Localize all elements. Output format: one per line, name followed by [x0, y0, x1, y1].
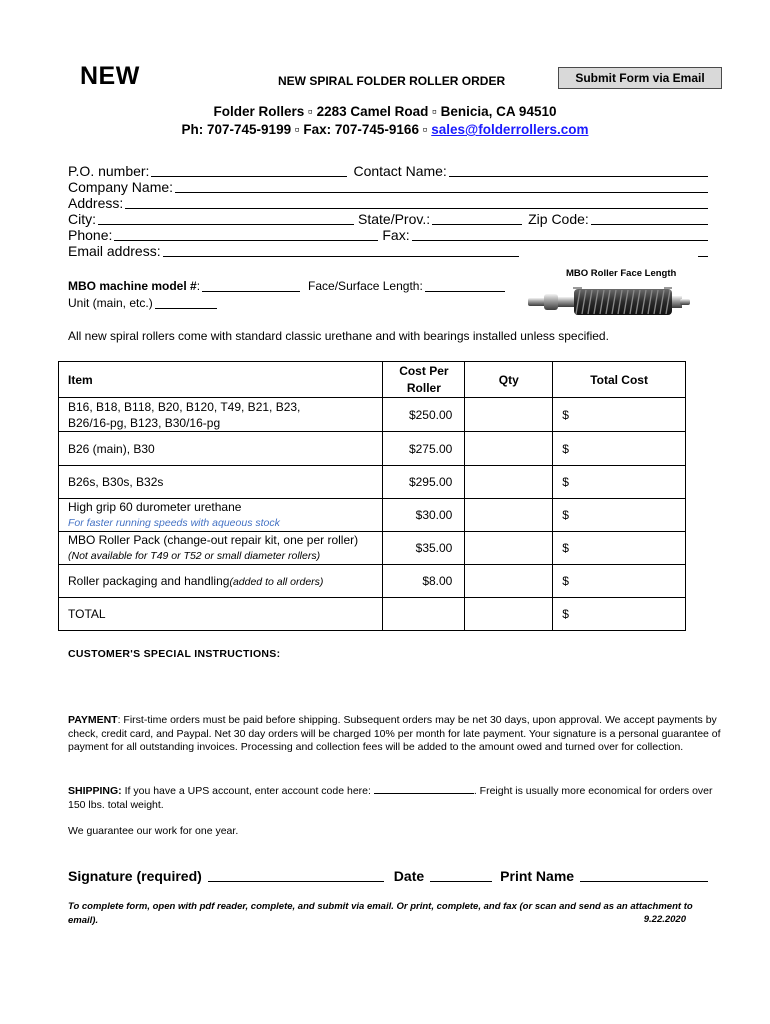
total-cell[interactable]: $: [553, 398, 686, 432]
form-title: NEW SPIRAL FOLDER ROLLER ORDER: [278, 74, 506, 88]
header-qty: Qty: [465, 362, 553, 398]
date-label: Date: [393, 868, 425, 884]
phone-field[interactable]: [114, 228, 378, 241]
company-phone-fax: Ph: 707-745-9199 ▫ Fax: 707-745-9166 ▫: [181, 122, 432, 137]
qty-input[interactable]: [465, 565, 553, 598]
phone-row: [68, 226, 710, 243]
company-address: Folder Rollers ▫ 2283 Camel Road ▫ Benicia, CA 94510: [213, 104, 557, 119]
mbo-model-row: [68, 278, 528, 293]
table-row: [59, 466, 686, 499]
total-cell[interactable]: $: [553, 432, 686, 466]
item-cell: B16, B18, B118, B20, B120, T49, B21, B23, B26/16-pg, B123, B30/16-pg: [59, 398, 383, 432]
guarantee-text: We guarantee our work for one year.: [68, 825, 239, 837]
qty-input[interactable]: [465, 398, 553, 432]
item-cell: B26s, B30s, B32s: [59, 466, 383, 499]
address-label: Address:: [68, 195, 124, 211]
roller-image-caption: MBO Roller Face Length: [566, 268, 677, 279]
header-item: Item: [59, 362, 383, 398]
address-field[interactable]: [125, 196, 708, 209]
signature-label: Signature (required): [68, 868, 202, 884]
phone-label: Phone:: [68, 227, 113, 243]
total-cell[interactable]: $: [553, 598, 686, 631]
total-cell[interactable]: $: [553, 565, 686, 598]
header-total: Total Cost: [553, 362, 686, 398]
footer-instructions: To complete form, open with pdf reader, complete, and submit via email. Or print, complete, and fax (or scan and send as an attachment to email).: [68, 901, 693, 926]
order-table: [58, 361, 686, 631]
unit-row: [68, 295, 268, 310]
shipping-paragraph: [68, 784, 724, 812]
payment-label: PAYMENT: [68, 714, 118, 726]
shipping-text-after: . Freight is usually more economical for orders over 150 lbs. total weight.: [68, 785, 713, 811]
table-row: [59, 532, 686, 565]
po-number-field[interactable]: [151, 164, 347, 177]
unit-field[interactable]: [155, 298, 217, 309]
item-subnote: (added to all orders): [229, 575, 324, 588]
header-cost: Cost Per Roller: [383, 362, 465, 398]
table-row: [59, 398, 686, 432]
contact-name-field[interactable]: [449, 164, 708, 177]
unit-label: Unit (main, etc.): [68, 296, 153, 310]
table-row-total: [59, 598, 686, 631]
cost-cell: [383, 598, 465, 631]
cost-cell: $295.00: [383, 466, 465, 499]
company-name-label: Company Name:: [68, 179, 174, 195]
cost-cell: $275.00: [383, 432, 465, 466]
qty-input[interactable]: [465, 432, 553, 466]
qty-input[interactable]: [465, 499, 553, 532]
new-label: NEW: [80, 62, 140, 90]
mbo-model-field[interactable]: [202, 281, 300, 292]
item-cell: B26 (main), B30: [59, 432, 383, 466]
table-header-row: [59, 362, 686, 398]
city-field[interactable]: [98, 212, 354, 225]
company-row: [68, 178, 710, 195]
total-cell[interactable]: $: [553, 499, 686, 532]
email-link[interactable]: sales@folderrollers.com: [431, 122, 589, 137]
ups-account-field[interactable]: [374, 784, 474, 794]
qty-input[interactable]: [465, 532, 553, 565]
zip-field[interactable]: [591, 212, 708, 225]
fax-label: Fax:: [382, 227, 410, 243]
submit-form-button[interactable]: Submit Form via Email: [558, 67, 722, 89]
company-contact-line: [0, 122, 770, 137]
company-name-field[interactable]: [175, 180, 708, 193]
table-row: [59, 499, 686, 532]
face-length-field[interactable]: [425, 281, 505, 292]
signature-field[interactable]: [208, 868, 384, 882]
cost-cell: $30.00: [383, 499, 465, 532]
item-subnote: For faster running speeds with aqueous stock: [68, 517, 280, 529]
contact-name-label: Contact Name:: [353, 163, 447, 179]
city-row: [68, 210, 710, 227]
email-field[interactable]: [163, 244, 519, 257]
spiral-roller-image: [524, 282, 694, 322]
item-cell: TOTAL: [59, 598, 383, 631]
email-label: Email address:: [68, 243, 161, 259]
state-label: State/Prov.:: [358, 211, 431, 227]
state-field[interactable]: [432, 212, 522, 225]
payment-text: : First-time orders must be paid before shipping. Subsequent orders may be net 30 days, upon approval. We accept payments by check, credit card, and Paypal. Net 30 day orders will be charged 10% per month for late payment. Your signature is a personal guarantee of payment for all outstanding invoices. Processing and collection fees will be added to the amount owed and turned over for collection.: [68, 714, 721, 754]
item-cell: MBO Roller Pack (change-out repair kit, one per roller) (Not available for T49 or T52 or small diameter rollers): [59, 532, 383, 565]
signature-row: [68, 866, 710, 884]
face-length-label: Face/Surface Length:: [308, 279, 423, 293]
address-row: [68, 194, 710, 211]
special-instructions-heading: CUSTOMER'S SPECIAL INSTRUCTIONS:: [68, 648, 281, 660]
table-row: [59, 432, 686, 466]
shipping-label: SHIPPING:: [68, 785, 122, 797]
print-name-label: Print Name: [500, 868, 575, 884]
email-trailing-line: [698, 244, 708, 257]
item-cell: Roller packaging and handling(added to all orders): [59, 565, 383, 598]
total-cell[interactable]: $: [553, 466, 686, 499]
email-row: [68, 242, 710, 259]
item-subnote: (Not available for T49 or T52 or small diameter rollers): [68, 550, 321, 562]
cost-cell: $8.00: [383, 565, 465, 598]
po-contact-row: [68, 162, 710, 179]
shipping-text-before: If you have a UPS account, enter account code here:: [121, 785, 374, 797]
footer-date: 9.22.2020: [643, 914, 686, 925]
qty-input[interactable]: [465, 598, 553, 631]
table-row: [59, 565, 686, 598]
fax-field[interactable]: [412, 228, 708, 241]
payment-paragraph: [68, 714, 724, 755]
total-cell[interactable]: $: [553, 532, 686, 565]
cost-cell: $250.00: [383, 398, 465, 432]
bearing-note: All new spiral rollers come with standard classic urethane and with bearings installed unless specified.: [68, 329, 609, 343]
cost-cell: $35.00: [383, 532, 465, 565]
city-label: City:: [68, 211, 96, 227]
qty-input[interactable]: [465, 466, 553, 499]
zip-label: Zip Code:: [528, 211, 589, 227]
mbo-model-label: MBO machine model #: [68, 279, 197, 293]
mbo-model-colon: :: [196, 279, 201, 293]
item-cell: High grip 60 durometer urethane For faster running speeds with aqueous stock: [59, 499, 383, 532]
po-number-label: P.O. number:: [68, 163, 150, 179]
print-name-field[interactable]: [580, 868, 708, 882]
date-field[interactable]: [430, 868, 492, 882]
